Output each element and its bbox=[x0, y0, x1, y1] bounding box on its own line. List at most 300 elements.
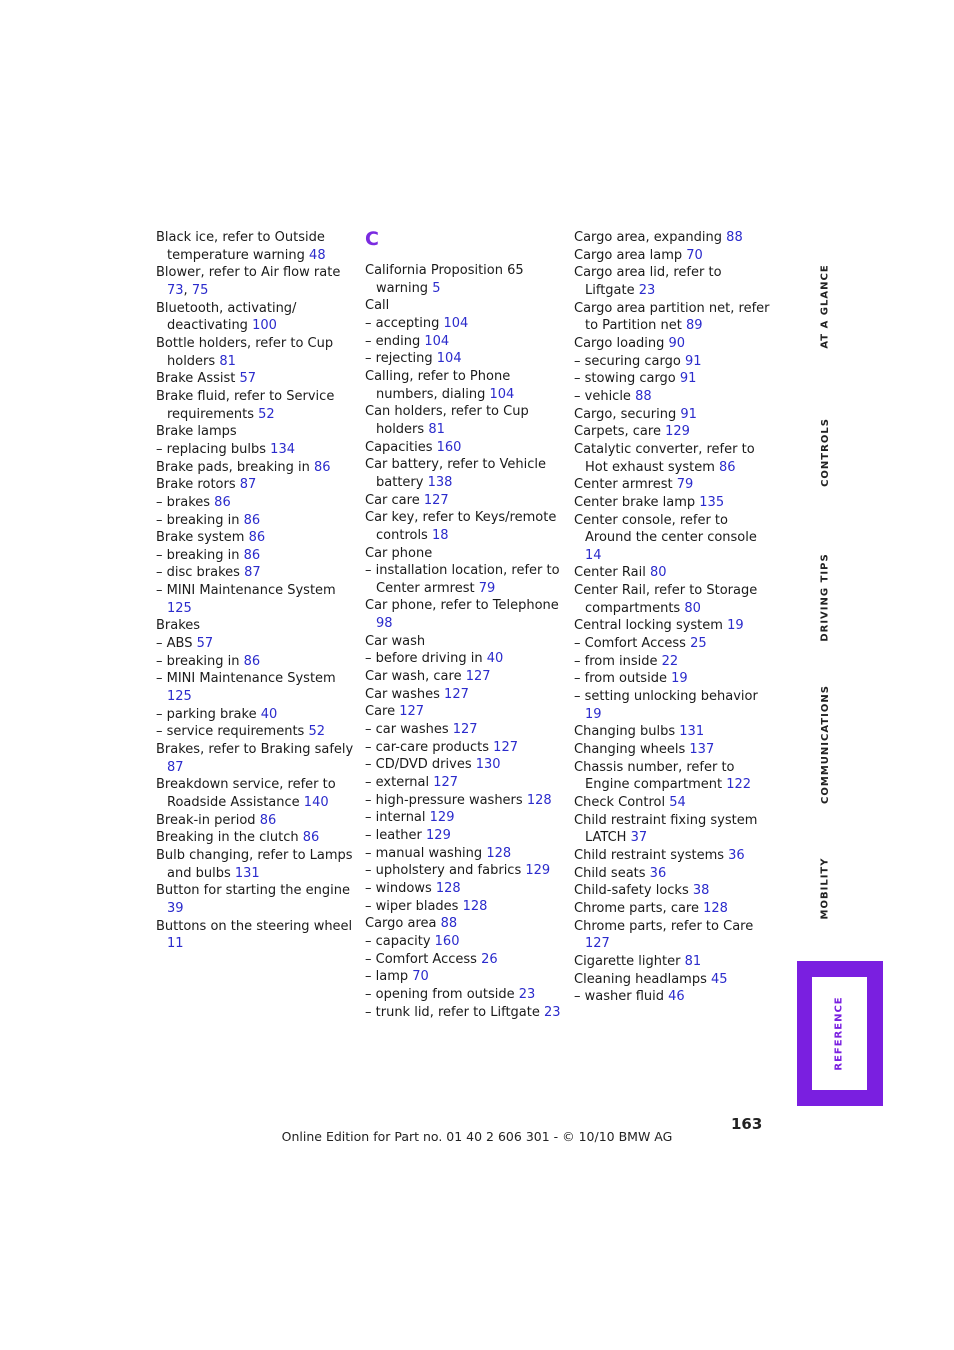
index-entry-text: Car wash, care bbox=[365, 669, 466, 685]
page-link[interactable]: 80 bbox=[649, 565, 667, 581]
index-entry-text: Cargo area bbox=[365, 916, 441, 932]
page-link[interactable]: 89 bbox=[685, 318, 703, 334]
index-entry-text: – brakes bbox=[156, 494, 215, 510]
index-entry-text: Call bbox=[365, 298, 390, 314]
index-entry-text: – from outside bbox=[574, 671, 672, 687]
index-entry bbox=[365, 1004, 566, 1022]
index-entry bbox=[156, 653, 357, 671]
page-link[interactable]: 40 bbox=[486, 651, 504, 667]
index-entry-text: Cigarette lighter bbox=[574, 953, 685, 969]
index-entry bbox=[574, 229, 775, 247]
page-link[interactable]: 122 bbox=[726, 777, 752, 793]
page-link[interactable]: 23 bbox=[544, 1004, 561, 1020]
page-link[interactable]: 131 bbox=[679, 724, 705, 740]
page-link[interactable]: 81 bbox=[219, 353, 236, 369]
index-entry bbox=[156, 441, 357, 459]
index-entry-text: – manual washing bbox=[365, 845, 487, 861]
index-entry bbox=[365, 774, 566, 792]
page-link[interactable]: 104 bbox=[424, 333, 450, 349]
page-link[interactable]: 129 bbox=[665, 424, 690, 440]
index-entry bbox=[574, 370, 775, 388]
index-entry-text: Center Rail, refer to Storage compartments bbox=[574, 583, 758, 616]
index-entry bbox=[574, 406, 775, 424]
page-link[interactable]: 127 bbox=[433, 775, 459, 791]
page-link[interactable]: 138 bbox=[427, 474, 453, 490]
index-entry-text: – car washes bbox=[365, 722, 453, 738]
tab-mobility[interactable]: MOBILITY bbox=[819, 857, 831, 919]
page-link[interactable]: 73 bbox=[167, 282, 184, 298]
index-entry-text: – ending bbox=[365, 333, 425, 349]
page-link[interactable]: 37 bbox=[630, 830, 648, 846]
index-entry bbox=[574, 564, 775, 582]
page-link[interactable]: 81 bbox=[428, 421, 445, 437]
index-entry-text: – MINI Maintenance System bbox=[156, 583, 336, 599]
index-entry-text: Can holders, refer to Cup holders bbox=[365, 404, 529, 437]
index-entry bbox=[156, 229, 357, 264]
page-link[interactable]: 127 bbox=[444, 686, 469, 702]
page-link[interactable]: 86 bbox=[719, 459, 736, 475]
page-link[interactable]: 129 bbox=[429, 810, 455, 826]
index-entry bbox=[156, 617, 357, 635]
page-link[interactable]: 86 bbox=[243, 547, 261, 563]
index-entry bbox=[156, 829, 357, 847]
tab-communications[interactable]: COMMUNICATIONS bbox=[819, 684, 831, 804]
section-letter: C bbox=[365, 228, 379, 250]
index-entry bbox=[574, 988, 775, 1006]
index-entry bbox=[574, 635, 775, 653]
index-entry-text: – breaking in bbox=[156, 512, 244, 528]
index-entry-text: – breaking in bbox=[156, 653, 244, 669]
page-link[interactable]: 57 bbox=[196, 636, 214, 652]
page-link[interactable]: 86 bbox=[214, 494, 231, 510]
index-entry bbox=[156, 335, 357, 370]
tab-at-a-glance[interactable]: AT A GLANCE bbox=[819, 263, 831, 349]
index-entry bbox=[365, 898, 566, 916]
page-link[interactable]: 88 bbox=[440, 916, 458, 932]
page-link[interactable]: 23 bbox=[638, 282, 656, 298]
page-link[interactable]: 79 bbox=[478, 580, 496, 596]
page-link[interactable]: 52 bbox=[258, 406, 275, 422]
page-link[interactable]: 26 bbox=[481, 951, 498, 967]
page-link[interactable]: 104 bbox=[443, 315, 469, 331]
index-entry bbox=[365, 668, 566, 686]
page-link[interactable]: 5 bbox=[432, 280, 441, 296]
index-entry-text: Catalytic converter, refer to Hot exhaust system bbox=[574, 441, 755, 475]
page-link[interactable]: 25 bbox=[690, 636, 707, 652]
index-entry-text: Central locking system bbox=[574, 618, 728, 634]
page-link[interactable]: 54 bbox=[669, 795, 686, 810]
index-entry bbox=[574, 759, 775, 794]
index-entry bbox=[156, 670, 357, 705]
index-entry-text: – setting unlocking behavior bbox=[574, 689, 758, 705]
index-entry-text: – before driving in bbox=[365, 651, 487, 667]
index-entry bbox=[156, 300, 357, 335]
index-entry-text: Car battery, refer to Vehicle battery bbox=[365, 457, 547, 490]
index-entry bbox=[156, 512, 357, 530]
index-entry bbox=[574, 723, 775, 741]
index-entry bbox=[156, 723, 357, 741]
page-link[interactable]: 87 bbox=[167, 759, 184, 775]
page-link[interactable]: 70 bbox=[412, 969, 429, 985]
page-link[interactable]: 45 bbox=[710, 971, 728, 987]
index-entry-text: Carpets, care bbox=[574, 424, 666, 440]
index-entry bbox=[574, 423, 775, 441]
page-link[interactable]: 79 bbox=[676, 477, 694, 493]
page-link[interactable]: 36 bbox=[728, 847, 745, 863]
index-column-3 bbox=[574, 229, 774, 1006]
index-entry bbox=[574, 953, 775, 971]
index-entry-text: Child restraint systems bbox=[574, 847, 729, 863]
index-entry bbox=[574, 335, 775, 353]
index-entry-text: – parking brake bbox=[156, 706, 261, 722]
index-entry-text: Child restraint fixing system LATCH bbox=[574, 812, 758, 846]
index-entry bbox=[574, 441, 775, 476]
page-link[interactable]: 134 bbox=[270, 441, 295, 457]
index-entry bbox=[156, 706, 357, 724]
page-link[interactable]: 98 bbox=[376, 616, 393, 632]
index-entry bbox=[574, 494, 775, 512]
page-link[interactable]: 86 bbox=[259, 812, 277, 828]
page-link[interactable]: 91 bbox=[684, 353, 702, 369]
tab-controls[interactable]: CONTROLS bbox=[819, 417, 831, 487]
index-entry-text: Blower, refer to Air flow rate bbox=[156, 265, 341, 281]
index-entry-text: – wiper blades bbox=[365, 898, 463, 914]
page-link[interactable]: 23 bbox=[518, 986, 536, 1002]
index-entry-text: Cargo area lid, refer to Liftgate bbox=[574, 265, 722, 298]
index-entry-text: – MINI Maintenance System bbox=[156, 671, 336, 687]
index-entry bbox=[365, 439, 566, 457]
index-entry-text: – accepting bbox=[365, 315, 444, 331]
index-entry-text: – Comfort Access bbox=[574, 636, 691, 652]
index-entry-text: Car phone, refer to Telephone bbox=[365, 598, 559, 614]
page-link[interactable]: 39 bbox=[167, 900, 184, 916]
index-entry bbox=[156, 918, 357, 953]
index-entry bbox=[365, 862, 566, 880]
index-entry bbox=[156, 494, 357, 512]
page-link[interactable]: 19 bbox=[727, 618, 744, 634]
index-entry-text: – high-pressure washers bbox=[365, 792, 527, 808]
index-entry-text: – upholstery and fabrics bbox=[365, 863, 526, 879]
index-entry bbox=[574, 812, 775, 847]
page-number: 163 bbox=[731, 1115, 763, 1133]
index-entry-text: Changing wheels bbox=[574, 742, 690, 758]
index-entry-text: Child-safety locks bbox=[574, 883, 693, 899]
page-link[interactable]: 128 bbox=[435, 880, 461, 896]
index-entry-text: – lamp bbox=[365, 969, 413, 985]
page-link[interactable]: 104 bbox=[489, 386, 515, 402]
index-entry-text: Changing bulbs bbox=[574, 724, 680, 740]
index-entry-text: Breakdown service, refer to Roadside Assistance bbox=[156, 777, 336, 810]
page-link[interactable]: 86 bbox=[302, 830, 320, 846]
index-entry-text: Bluetooth, activating/ deactivating bbox=[156, 300, 297, 334]
index-entry-text: Breaking in the clutch bbox=[156, 830, 303, 846]
index-entry bbox=[365, 403, 566, 438]
page-link[interactable]: 129 bbox=[525, 863, 551, 879]
index-entry-text: Bottle holders, refer to Cup holders bbox=[156, 335, 334, 369]
page-link[interactable]: 135 bbox=[699, 494, 725, 510]
index-entry-text: – disc brakes bbox=[156, 565, 245, 581]
index-entry bbox=[365, 368, 566, 403]
index-entry bbox=[156, 582, 357, 617]
index-entry-text: – external bbox=[365, 775, 434, 791]
page-link[interactable]: 81 bbox=[684, 953, 702, 969]
index-entry-text: Car washes bbox=[365, 686, 445, 702]
index-entry-text: Center Rail bbox=[574, 565, 650, 581]
page-link[interactable]: 125 bbox=[167, 600, 192, 616]
page-link[interactable]: 86 bbox=[243, 653, 261, 669]
page-link[interactable]: 140 bbox=[303, 795, 329, 810]
page-link[interactable]: 86 bbox=[243, 512, 261, 528]
index-entry bbox=[574, 512, 775, 565]
index-entry bbox=[574, 617, 775, 635]
index-entry bbox=[365, 739, 566, 757]
index-entry-text: – service requirements bbox=[156, 724, 309, 740]
index-entry bbox=[156, 847, 357, 882]
page-link[interactable]: 127 bbox=[423, 492, 449, 508]
page-link[interactable]: 128 bbox=[703, 900, 728, 916]
index-entry-text: Brakes, refer to Braking safely bbox=[156, 742, 354, 758]
index-entry-text: Car care bbox=[365, 492, 424, 508]
page-link[interactable]: 128 bbox=[462, 898, 488, 914]
index-entry-text: – opening from outside bbox=[365, 986, 519, 1002]
index-entry bbox=[156, 741, 357, 776]
index-entry-text: – from inside bbox=[574, 653, 662, 669]
page-link[interactable]: 127 bbox=[452, 722, 478, 738]
index-entry-text: Bulb changing, refer to Lamps and bulbs bbox=[156, 847, 353, 881]
page-link[interactable]: 46 bbox=[668, 989, 685, 1005]
index-entry bbox=[156, 370, 357, 388]
index-entry-text: – CD/DVD drives bbox=[365, 757, 476, 773]
index-entry bbox=[156, 882, 357, 917]
index-entry bbox=[156, 476, 357, 494]
index-entry bbox=[365, 633, 566, 651]
page-link[interactable]: 87 bbox=[244, 565, 261, 581]
index-entry-text: – trunk lid, refer to Liftgate bbox=[365, 1004, 544, 1020]
index-entry-text: Brakes bbox=[156, 618, 201, 634]
page-link[interactable]: 22 bbox=[661, 653, 679, 669]
page-link[interactable]: 48 bbox=[309, 247, 326, 263]
index-entry bbox=[365, 562, 566, 597]
index-entry bbox=[365, 262, 566, 297]
index-entry bbox=[365, 597, 566, 632]
index-entry bbox=[574, 653, 775, 671]
index-entry-text: – rejecting bbox=[365, 351, 437, 367]
page-link[interactable]: 38 bbox=[692, 883, 710, 899]
index-entry bbox=[365, 880, 566, 898]
index-entry bbox=[574, 900, 775, 918]
page-link[interactable]: 88 bbox=[635, 388, 652, 404]
tab-driving-tips[interactable]: DRIVING TIPS bbox=[819, 552, 831, 642]
index-entry-text: Calling, refer to Phone numbers, dialing bbox=[365, 368, 511, 402]
index-entry bbox=[365, 951, 566, 969]
page-link[interactable]: 70 bbox=[686, 247, 703, 263]
index-entry-text: Center brake lamp bbox=[574, 494, 700, 510]
page-link[interactable]: 90 bbox=[668, 335, 686, 351]
index-entry-text: – washer fluid bbox=[574, 989, 669, 1005]
page-link[interactable]: 104 bbox=[436, 351, 462, 367]
index-entry-text: – replacing bulbs bbox=[156, 441, 271, 457]
index-entry bbox=[574, 264, 775, 299]
index-entry-text: Brake Assist bbox=[156, 371, 240, 387]
page-link[interactable]: 88 bbox=[726, 230, 743, 245]
page-link[interactable]: 127 bbox=[585, 936, 610, 952]
index-entry-text: California Proposition 65 warning bbox=[365, 263, 524, 296]
index-entry-text: Cargo loading bbox=[574, 335, 669, 351]
index-entry bbox=[365, 545, 566, 563]
index-column-1 bbox=[156, 229, 356, 953]
index-entry bbox=[365, 315, 566, 333]
index-entry bbox=[365, 297, 566, 315]
index-entry-text: – installation location, refer to Center armrest bbox=[365, 563, 560, 596]
page-link[interactable]: 100 bbox=[252, 318, 277, 334]
index-entry bbox=[365, 650, 566, 668]
index-entry bbox=[365, 721, 566, 739]
index-entry bbox=[365, 792, 566, 810]
index-entry-text: Chrome parts, care bbox=[574, 900, 704, 916]
index-entry-text: – vehicle bbox=[574, 388, 636, 404]
index-entry bbox=[574, 688, 775, 723]
page-link[interactable]: 125 bbox=[167, 689, 192, 705]
page-link[interactable]: 18 bbox=[431, 527, 449, 543]
index-entry-text: – capacity bbox=[365, 933, 435, 949]
page-link[interactable]: 127 bbox=[465, 669, 491, 685]
page-link[interactable]: 137 bbox=[689, 742, 715, 758]
index-entry bbox=[574, 847, 775, 865]
page-link[interactable]: 57 bbox=[239, 371, 257, 387]
index-entry-text: Break-in period bbox=[156, 812, 260, 828]
page-link[interactable]: 86 bbox=[313, 459, 331, 475]
page-link[interactable]: 160 bbox=[436, 439, 462, 455]
index-entry bbox=[365, 333, 566, 351]
index-entry-text: Cargo area, expanding bbox=[574, 230, 727, 245]
index-entry-text: – ABS bbox=[156, 636, 197, 652]
index-entry bbox=[574, 247, 775, 265]
index-entry bbox=[365, 968, 566, 986]
index-entry-text: Car phone bbox=[365, 545, 433, 561]
page-link[interactable]: 131 bbox=[234, 865, 260, 881]
index-entry bbox=[365, 756, 566, 774]
index-column-2 bbox=[365, 229, 565, 1021]
index-entry-text: Center armrest bbox=[574, 477, 677, 493]
index-entry bbox=[574, 882, 775, 900]
index-entry-text: Car wash bbox=[365, 633, 426, 649]
index-entry-text: Car key, refer to Keys/remote controls bbox=[365, 510, 557, 543]
index-entry bbox=[156, 529, 357, 547]
index-entry-text: Care bbox=[365, 704, 400, 720]
page-link[interactable]: 11 bbox=[167, 936, 184, 952]
page-link[interactable]: 80 bbox=[684, 600, 701, 616]
page-link[interactable]: 91 bbox=[680, 406, 697, 422]
page-link[interactable]: 91 bbox=[679, 371, 697, 387]
separator: , bbox=[183, 282, 192, 298]
index-entry-text: Chrome parts, refer to Care bbox=[574, 918, 754, 934]
index-entry bbox=[574, 670, 775, 688]
index-entry-text: Buttons on the steering wheel bbox=[156, 918, 353, 934]
page-link[interactable]: 127 bbox=[399, 704, 425, 720]
index-entry bbox=[574, 741, 775, 759]
index-entry bbox=[574, 918, 775, 953]
index-entry bbox=[365, 827, 566, 845]
index-entry-text: Button for starting the engine bbox=[156, 883, 351, 899]
index-entry-text: Black ice, refer to Outside temperature warning bbox=[156, 230, 325, 263]
index-entry bbox=[156, 635, 357, 653]
index-entry bbox=[156, 388, 357, 423]
index-entry bbox=[365, 350, 566, 368]
tab-reference[interactable]: REFERENCE bbox=[812, 977, 867, 1090]
index-entry-text: Check Control bbox=[574, 795, 670, 810]
index-entry-text: – internal bbox=[365, 810, 430, 826]
index-entry-text: Center console, refer to Around the center console bbox=[574, 512, 757, 546]
index-entry-text: Capacities bbox=[365, 439, 437, 455]
index-entry bbox=[365, 703, 566, 721]
page-link[interactable]: 52 bbox=[308, 724, 325, 740]
index-entry bbox=[574, 300, 775, 335]
page-link[interactable]: 19 bbox=[585, 706, 602, 722]
index-entry-text: Brake system bbox=[156, 530, 249, 546]
index-entry bbox=[156, 423, 357, 441]
index-entry-text: Brake pads, breaking in bbox=[156, 459, 314, 475]
index-entry bbox=[365, 986, 566, 1004]
index-entry-text: Cleaning headlamps bbox=[574, 971, 711, 987]
index-entry-text: Brake rotors bbox=[156, 477, 240, 493]
index-entry-text: – car-care products bbox=[365, 739, 494, 755]
page-link[interactable]: 40 bbox=[260, 706, 278, 722]
page-link[interactable]: 75 bbox=[191, 282, 209, 298]
page-link[interactable]: 160 bbox=[434, 933, 460, 949]
index-entry-text: – leather bbox=[365, 828, 427, 843]
index-entry bbox=[574, 971, 775, 989]
index-entry bbox=[156, 459, 357, 477]
index-entry-text: Brake lamps bbox=[156, 424, 237, 440]
index-entry bbox=[574, 582, 775, 617]
index-entry-text: – stowing cargo bbox=[574, 371, 680, 387]
page-link[interactable]: 86 bbox=[248, 530, 266, 546]
index-entry-text: – securing cargo bbox=[574, 353, 685, 369]
page-link[interactable]: 127 bbox=[493, 739, 518, 755]
index-entry-text: Cargo, securing bbox=[574, 406, 681, 422]
page-link[interactable]: 36 bbox=[649, 865, 667, 881]
footer-text: Online Edition for Part no. 01 40 2 606 301 - © 10/10 BMW AG bbox=[281, 1129, 673, 1144]
index-entry bbox=[365, 845, 566, 863]
page-link[interactable]: 87 bbox=[239, 477, 257, 493]
page-link[interactable]: 130 bbox=[475, 757, 501, 773]
index-entry bbox=[574, 476, 775, 494]
index-entry bbox=[156, 547, 357, 565]
index-entry-text: – breaking in bbox=[156, 547, 244, 563]
index-entry bbox=[365, 456, 566, 491]
index-entry bbox=[365, 915, 566, 933]
index-entry bbox=[365, 509, 566, 544]
index-entry-text: Chassis number, refer to Engine compartment bbox=[574, 759, 735, 793]
index-entry bbox=[574, 353, 775, 371]
index-entry bbox=[156, 564, 357, 582]
page-link[interactable]: 129 bbox=[426, 828, 451, 843]
index-entry bbox=[365, 809, 566, 827]
index-entry bbox=[365, 686, 566, 704]
page-link[interactable]: 14 bbox=[585, 547, 602, 563]
index-entry bbox=[574, 865, 775, 883]
index-entry-text: Child seats bbox=[574, 865, 650, 881]
index-entry bbox=[156, 264, 357, 299]
page-link[interactable]: 19 bbox=[671, 671, 688, 687]
page-link[interactable]: 128 bbox=[486, 845, 512, 861]
index-entry-text: Cargo area lamp bbox=[574, 247, 687, 263]
index-entry bbox=[365, 492, 566, 510]
index-entry-text: Brake fluid, refer to Service requirements bbox=[156, 388, 335, 422]
page-link[interactable]: 128 bbox=[526, 792, 552, 808]
index-entry bbox=[574, 794, 775, 812]
index-entry-text: – Comfort Access bbox=[365, 951, 482, 967]
